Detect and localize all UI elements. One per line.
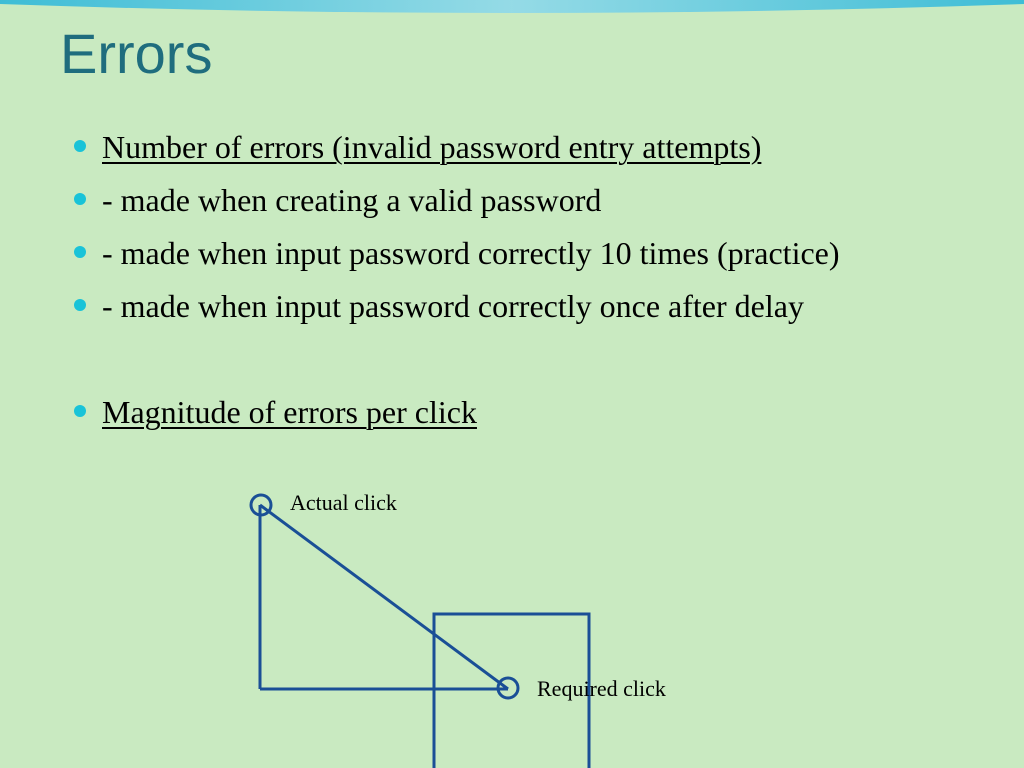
bullet-item-practice: [72, 230, 840, 283]
bullet-text: - made when input password correctly once after delay: [102, 288, 804, 324]
bullet-text: Magnitude of errors per click: [102, 394, 477, 430]
bullet-text: - made when creating a valid password: [102, 182, 602, 218]
bullet-item-delay: [72, 283, 840, 336]
bullet-dot-icon: [74, 193, 86, 205]
bullet-list: [72, 124, 840, 442]
actual-click-label: Actual click: [290, 490, 397, 515]
bullet-item-creating: [72, 177, 840, 230]
bullet-dot-icon: [74, 246, 86, 258]
bullet-dot-icon: [74, 140, 86, 152]
bullet-dot-icon: [74, 405, 86, 417]
error-distance-line: [260, 505, 508, 689]
top-decorative-band: [0, 0, 1024, 16]
slide-title: Errors: [60, 22, 213, 85]
bullet-item-errors-count: [72, 124, 840, 177]
bullet-text: Number of errors (invalid password entry attempts): [102, 129, 762, 165]
actual-click-marker: [251, 495, 271, 515]
bullet-item-magnitude: [72, 389, 840, 442]
bullet-text: - made when input password correctly 10 times (practice): [102, 235, 840, 271]
required-click-label: Required click: [537, 676, 666, 701]
required-click-marker: [498, 678, 518, 698]
bullet-dot-icon: [74, 299, 86, 311]
tolerance-square: [434, 614, 589, 768]
